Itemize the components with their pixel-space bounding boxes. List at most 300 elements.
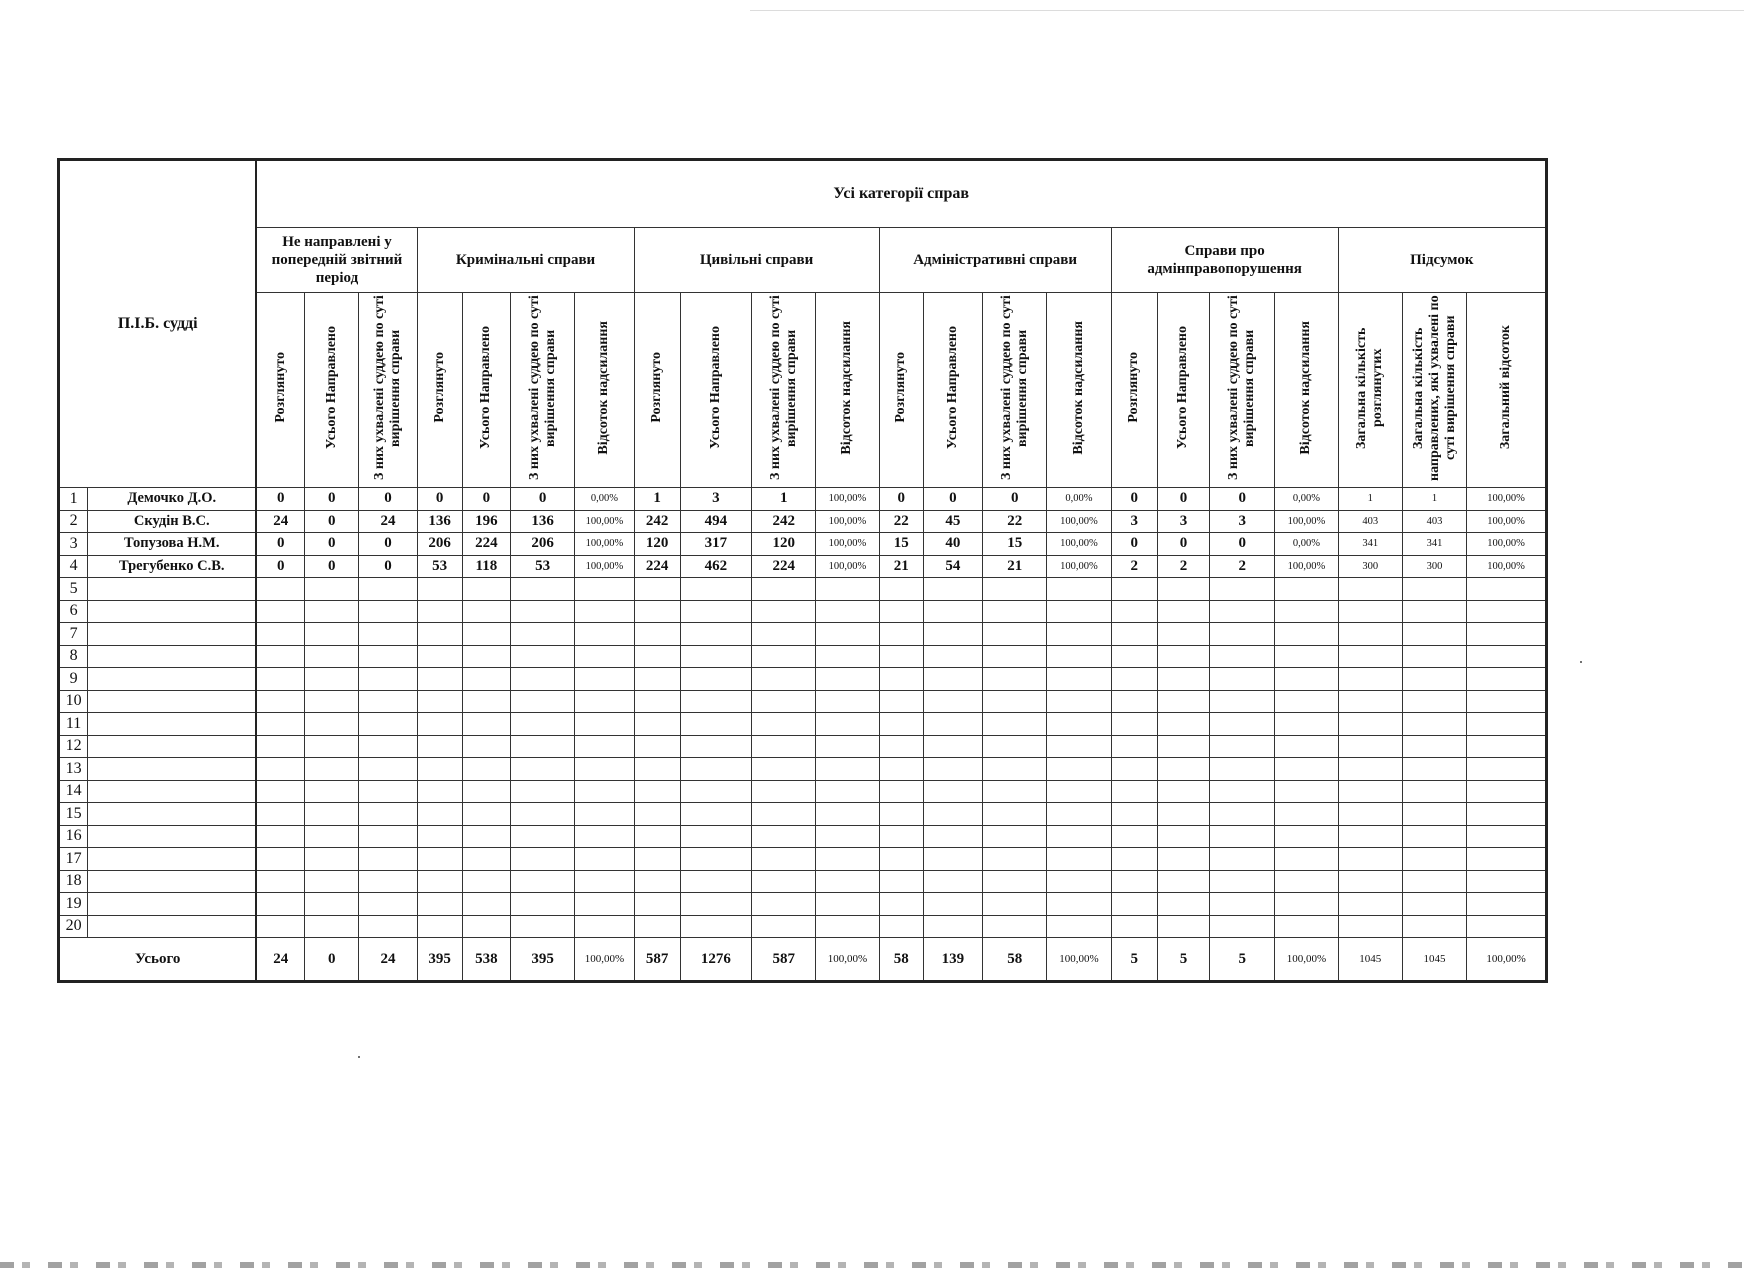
data-cell [752,870,816,893]
data-cell [1402,600,1466,623]
row-number: 10 [59,690,88,713]
data-cell [752,893,816,916]
data-cell [417,645,462,668]
data-cell [256,623,304,646]
data-cell [923,803,982,826]
data-cell [359,848,417,871]
column-header-label: Відсоток надсилання [596,320,612,455]
data-cell [1047,713,1111,736]
data-cell [305,870,359,893]
data-cell [1402,870,1466,893]
data-cell [1111,825,1157,848]
data-cell: 15 [983,533,1047,556]
data-cell [752,578,816,601]
data-cell [879,893,923,916]
data-cell [462,668,510,691]
table-row [59,533,1547,556]
data-cell [575,893,634,916]
data-cell [1338,758,1402,781]
data-cell [1467,600,1547,623]
data-cell [510,690,574,713]
data-cell [359,713,417,736]
data-cell [1047,758,1111,781]
data-cell [1111,803,1157,826]
data-cell [305,848,359,871]
data-cell [1111,915,1157,938]
judge-name: Демочко Д.О. [88,488,257,511]
data-cell [1275,578,1338,601]
data-cell [1157,600,1209,623]
data-cell [816,780,879,803]
row-number: 13 [59,758,88,781]
data-cell [680,870,751,893]
data-cell: 0 [1157,533,1209,556]
data-cell [983,758,1047,781]
column-header [752,293,816,488]
data-cell [575,668,634,691]
column-header [359,293,417,488]
table-row [59,870,1547,893]
data-cell [983,915,1047,938]
data-cell [1210,600,1275,623]
data-cell [1467,825,1547,848]
data-cell [752,735,816,758]
data-cell [1467,803,1547,826]
data-cell [752,668,816,691]
data-cell [1275,915,1338,938]
data-cell [1402,780,1466,803]
data-cell [634,803,680,826]
data-cell: 300 [1402,555,1466,578]
data-cell [1157,915,1209,938]
data-cell [462,600,510,623]
column-header-label: Усього Направлено [944,326,960,449]
data-cell [879,690,923,713]
column-header [983,293,1047,488]
data-cell [1111,600,1157,623]
column-header [680,293,751,488]
data-cell: 206 [510,533,574,556]
judge-name: Топузова Н.М. [88,533,257,556]
row-number: 2 [59,510,88,533]
data-cell [752,758,816,781]
data-cell [305,578,359,601]
table-row [59,758,1547,781]
data-cell [256,690,304,713]
data-cell: 0 [462,488,510,511]
table-row [59,848,1547,871]
table-row [59,510,1547,533]
data-cell [752,825,816,848]
column-header [923,293,982,488]
data-cell: 0 [305,555,359,578]
data-cell [1338,713,1402,736]
data-cell: 100,00% [575,555,634,578]
column-header-label: Розглянуто [272,352,288,423]
table-title: Усі категорії справ [256,160,1546,228]
scan-speck [358,1056,360,1058]
data-cell [510,848,574,871]
data-cell: 403 [1338,510,1402,533]
column-header [1047,293,1111,488]
data-cell [879,668,923,691]
data-cell: 1 [1338,488,1402,511]
data-cell [983,735,1047,758]
data-cell [256,825,304,848]
data-cell [1111,690,1157,713]
data-cell: 136 [510,510,574,533]
data-cell: 100,00% [816,510,879,533]
data-cell [634,713,680,736]
group-header-criminal: Кримінальні справи [417,228,634,293]
data-cell [680,848,751,871]
data-cell [510,668,574,691]
data-cell [923,735,982,758]
data-cell: 196 [462,510,510,533]
group-header-summary: Підсумок [1338,228,1546,293]
data-cell [510,870,574,893]
column-header [879,293,923,488]
data-cell: 22 [879,510,923,533]
data-cell [256,915,304,938]
data-cell [1467,758,1547,781]
data-cell [417,780,462,803]
data-cell [1111,578,1157,601]
data-cell [923,758,982,781]
data-cell [1275,848,1338,871]
data-cell: 100,00% [575,510,634,533]
data-cell [462,735,510,758]
data-cell [1047,600,1111,623]
judge-name: Трегубенко С.В. [88,555,257,578]
data-cell [879,780,923,803]
data-cell [1402,645,1466,668]
data-cell [462,713,510,736]
data-cell [879,735,923,758]
data-cell [816,578,879,601]
data-cell [923,713,982,736]
data-cell [1467,893,1547,916]
data-cell [305,803,359,826]
data-cell [752,848,816,871]
data-cell: 0,00% [1275,488,1338,511]
data-cell [462,578,510,601]
data-cell: 100,00% [1467,533,1547,556]
data-cell [1467,713,1547,736]
data-cell [1275,600,1338,623]
data-cell [680,915,751,938]
data-cell [1111,780,1157,803]
data-cell [1275,735,1338,758]
data-cell: 0 [1111,533,1157,556]
column-header [1467,293,1547,488]
table-row [59,915,1547,938]
data-cell [575,758,634,781]
data-cell [1210,645,1275,668]
group-header-administrative: Адміністративні справи [879,228,1111,293]
data-cell [923,578,982,601]
data-cell [923,848,982,871]
data-cell [634,690,680,713]
data-cell [359,915,417,938]
total-cell: 100,00% [575,938,634,982]
data-cell [879,623,923,646]
data-cell: 0 [359,555,417,578]
data-cell [575,870,634,893]
data-cell [1210,870,1275,893]
data-cell [417,735,462,758]
data-cell [1047,623,1111,646]
total-cell: 395 [510,938,574,982]
data-cell [1210,623,1275,646]
data-cell [816,803,879,826]
table-row [59,825,1547,848]
table-row [59,780,1547,803]
group-header-admin-offenses: Справи про адмінправопорушення [1111,228,1338,293]
data-cell: 118 [462,555,510,578]
data-cell: 0 [256,488,304,511]
data-cell [983,870,1047,893]
data-cell: 242 [634,510,680,533]
data-cell [417,825,462,848]
data-cell [634,735,680,758]
data-cell [575,848,634,871]
data-cell [417,600,462,623]
data-cell [816,893,879,916]
data-cell [680,825,751,848]
data-cell [1467,870,1547,893]
data-cell [1467,848,1547,871]
total-cell: 5 [1157,938,1209,982]
table-row [59,690,1547,713]
data-cell [305,623,359,646]
total-cell: 139 [923,938,982,982]
data-cell [816,713,879,736]
data-cell [1210,780,1275,803]
data-cell [983,713,1047,736]
data-cell [816,668,879,691]
data-cell [1157,713,1209,736]
column-header-label: Відсоток надсилання [1298,320,1314,455]
judge-name [88,870,257,893]
judge-name [88,915,257,938]
data-cell: 0 [305,488,359,511]
data-cell [359,825,417,848]
data-cell [816,645,879,668]
data-cell [305,915,359,938]
data-cell: 100,00% [1467,555,1547,578]
data-cell [680,623,751,646]
data-cell [1111,848,1157,871]
data-cell [1402,623,1466,646]
data-cell [923,825,982,848]
data-cell [983,668,1047,691]
data-cell [510,735,574,758]
column-header [1338,293,1402,488]
column-header-label: Загальна кількість розглянутих [1354,326,1386,449]
data-cell [1275,623,1338,646]
data-cell [983,645,1047,668]
judge-name [88,623,257,646]
scan-speck [1580,661,1582,663]
row-number: 20 [59,915,88,938]
data-cell [1402,915,1466,938]
data-cell [417,713,462,736]
data-cell [1157,848,1209,871]
data-cell: 2 [1111,555,1157,578]
data-cell [680,668,751,691]
data-cell: 0 [256,533,304,556]
data-cell [634,870,680,893]
column-header [575,293,634,488]
data-cell [1047,893,1111,916]
data-cell [305,600,359,623]
data-cell [256,758,304,781]
data-cell: 0 [305,533,359,556]
judge-name [88,578,257,601]
data-cell [1338,803,1402,826]
data-cell [1157,578,1209,601]
data-cell [359,668,417,691]
data-cell [1402,668,1466,691]
data-cell [634,915,680,938]
data-cell [575,915,634,938]
data-cell [359,735,417,758]
data-cell [634,780,680,803]
data-cell [879,848,923,871]
judge-name [88,803,257,826]
data-cell [359,645,417,668]
data-cell [634,825,680,848]
data-cell [983,893,1047,916]
data-cell [816,825,879,848]
data-cell [983,780,1047,803]
data-cell [417,758,462,781]
data-cell [256,645,304,668]
judge-name [88,825,257,848]
data-cell [305,780,359,803]
data-cell [983,825,1047,848]
data-cell: 0 [983,488,1047,511]
data-cell: 0 [879,488,923,511]
table-row [59,713,1547,736]
data-cell [879,645,923,668]
data-cell [879,758,923,781]
data-cell: 45 [923,510,982,533]
data-cell [983,848,1047,871]
data-cell [575,600,634,623]
data-cell [359,690,417,713]
data-cell [1275,870,1338,893]
data-cell: 224 [462,533,510,556]
column-header [816,293,879,488]
data-cell [1275,893,1338,916]
judge-name [88,690,257,713]
data-cell: 40 [923,533,982,556]
data-cell [510,645,574,668]
data-cell [752,623,816,646]
judge-name [88,780,257,803]
data-cell: 120 [634,533,680,556]
data-cell [1467,915,1547,938]
data-cell [1047,690,1111,713]
data-cell [680,600,751,623]
data-cell [359,870,417,893]
data-cell: 0 [359,488,417,511]
total-cell: 24 [359,938,417,982]
table-row [59,623,1547,646]
data-cell [1157,645,1209,668]
data-cell [462,803,510,826]
data-cell [462,645,510,668]
data-cell [680,713,751,736]
data-cell [816,848,879,871]
data-cell [575,623,634,646]
column-header-label: Розглянуто [431,352,447,423]
data-cell [1210,803,1275,826]
data-cell [462,915,510,938]
row-number: 15 [59,803,88,826]
data-cell [1157,758,1209,781]
column-header-label: Відсоток надсилання [839,320,855,455]
judge-name [88,713,257,736]
data-cell: 0,00% [1047,488,1111,511]
data-cell [359,893,417,916]
data-cell [1210,893,1275,916]
data-cell [1047,668,1111,691]
data-cell [1157,623,1209,646]
data-cell [305,668,359,691]
data-cell [983,623,1047,646]
data-cell [983,578,1047,601]
data-cell: 317 [680,533,751,556]
data-cell: 0 [1210,488,1275,511]
data-cell [1275,825,1338,848]
data-cell [1210,758,1275,781]
data-cell [923,690,982,713]
column-header-label: Загальна кількість направлених, які ухвалені по суті вирішення справи [1410,294,1458,481]
data-cell [1338,915,1402,938]
data-cell [634,600,680,623]
data-cell [305,735,359,758]
row-number: 6 [59,600,88,623]
table-row [59,600,1547,623]
data-cell [510,713,574,736]
data-cell [1111,668,1157,691]
data-cell [462,825,510,848]
data-cell: 300 [1338,555,1402,578]
data-cell [983,803,1047,826]
data-cell [256,668,304,691]
data-cell [1275,690,1338,713]
data-cell [1338,645,1402,668]
data-cell [634,623,680,646]
row-number: 14 [59,780,88,803]
data-cell [256,870,304,893]
data-cell [680,735,751,758]
data-cell [816,735,879,758]
data-cell [359,780,417,803]
total-cell: 100,00% [1275,938,1338,982]
data-cell [359,600,417,623]
data-cell [752,600,816,623]
data-cell [417,623,462,646]
data-cell: 462 [680,555,751,578]
data-cell: 3 [680,488,751,511]
data-cell: 100,00% [1047,533,1111,556]
data-cell [1210,825,1275,848]
data-cell [1157,735,1209,758]
